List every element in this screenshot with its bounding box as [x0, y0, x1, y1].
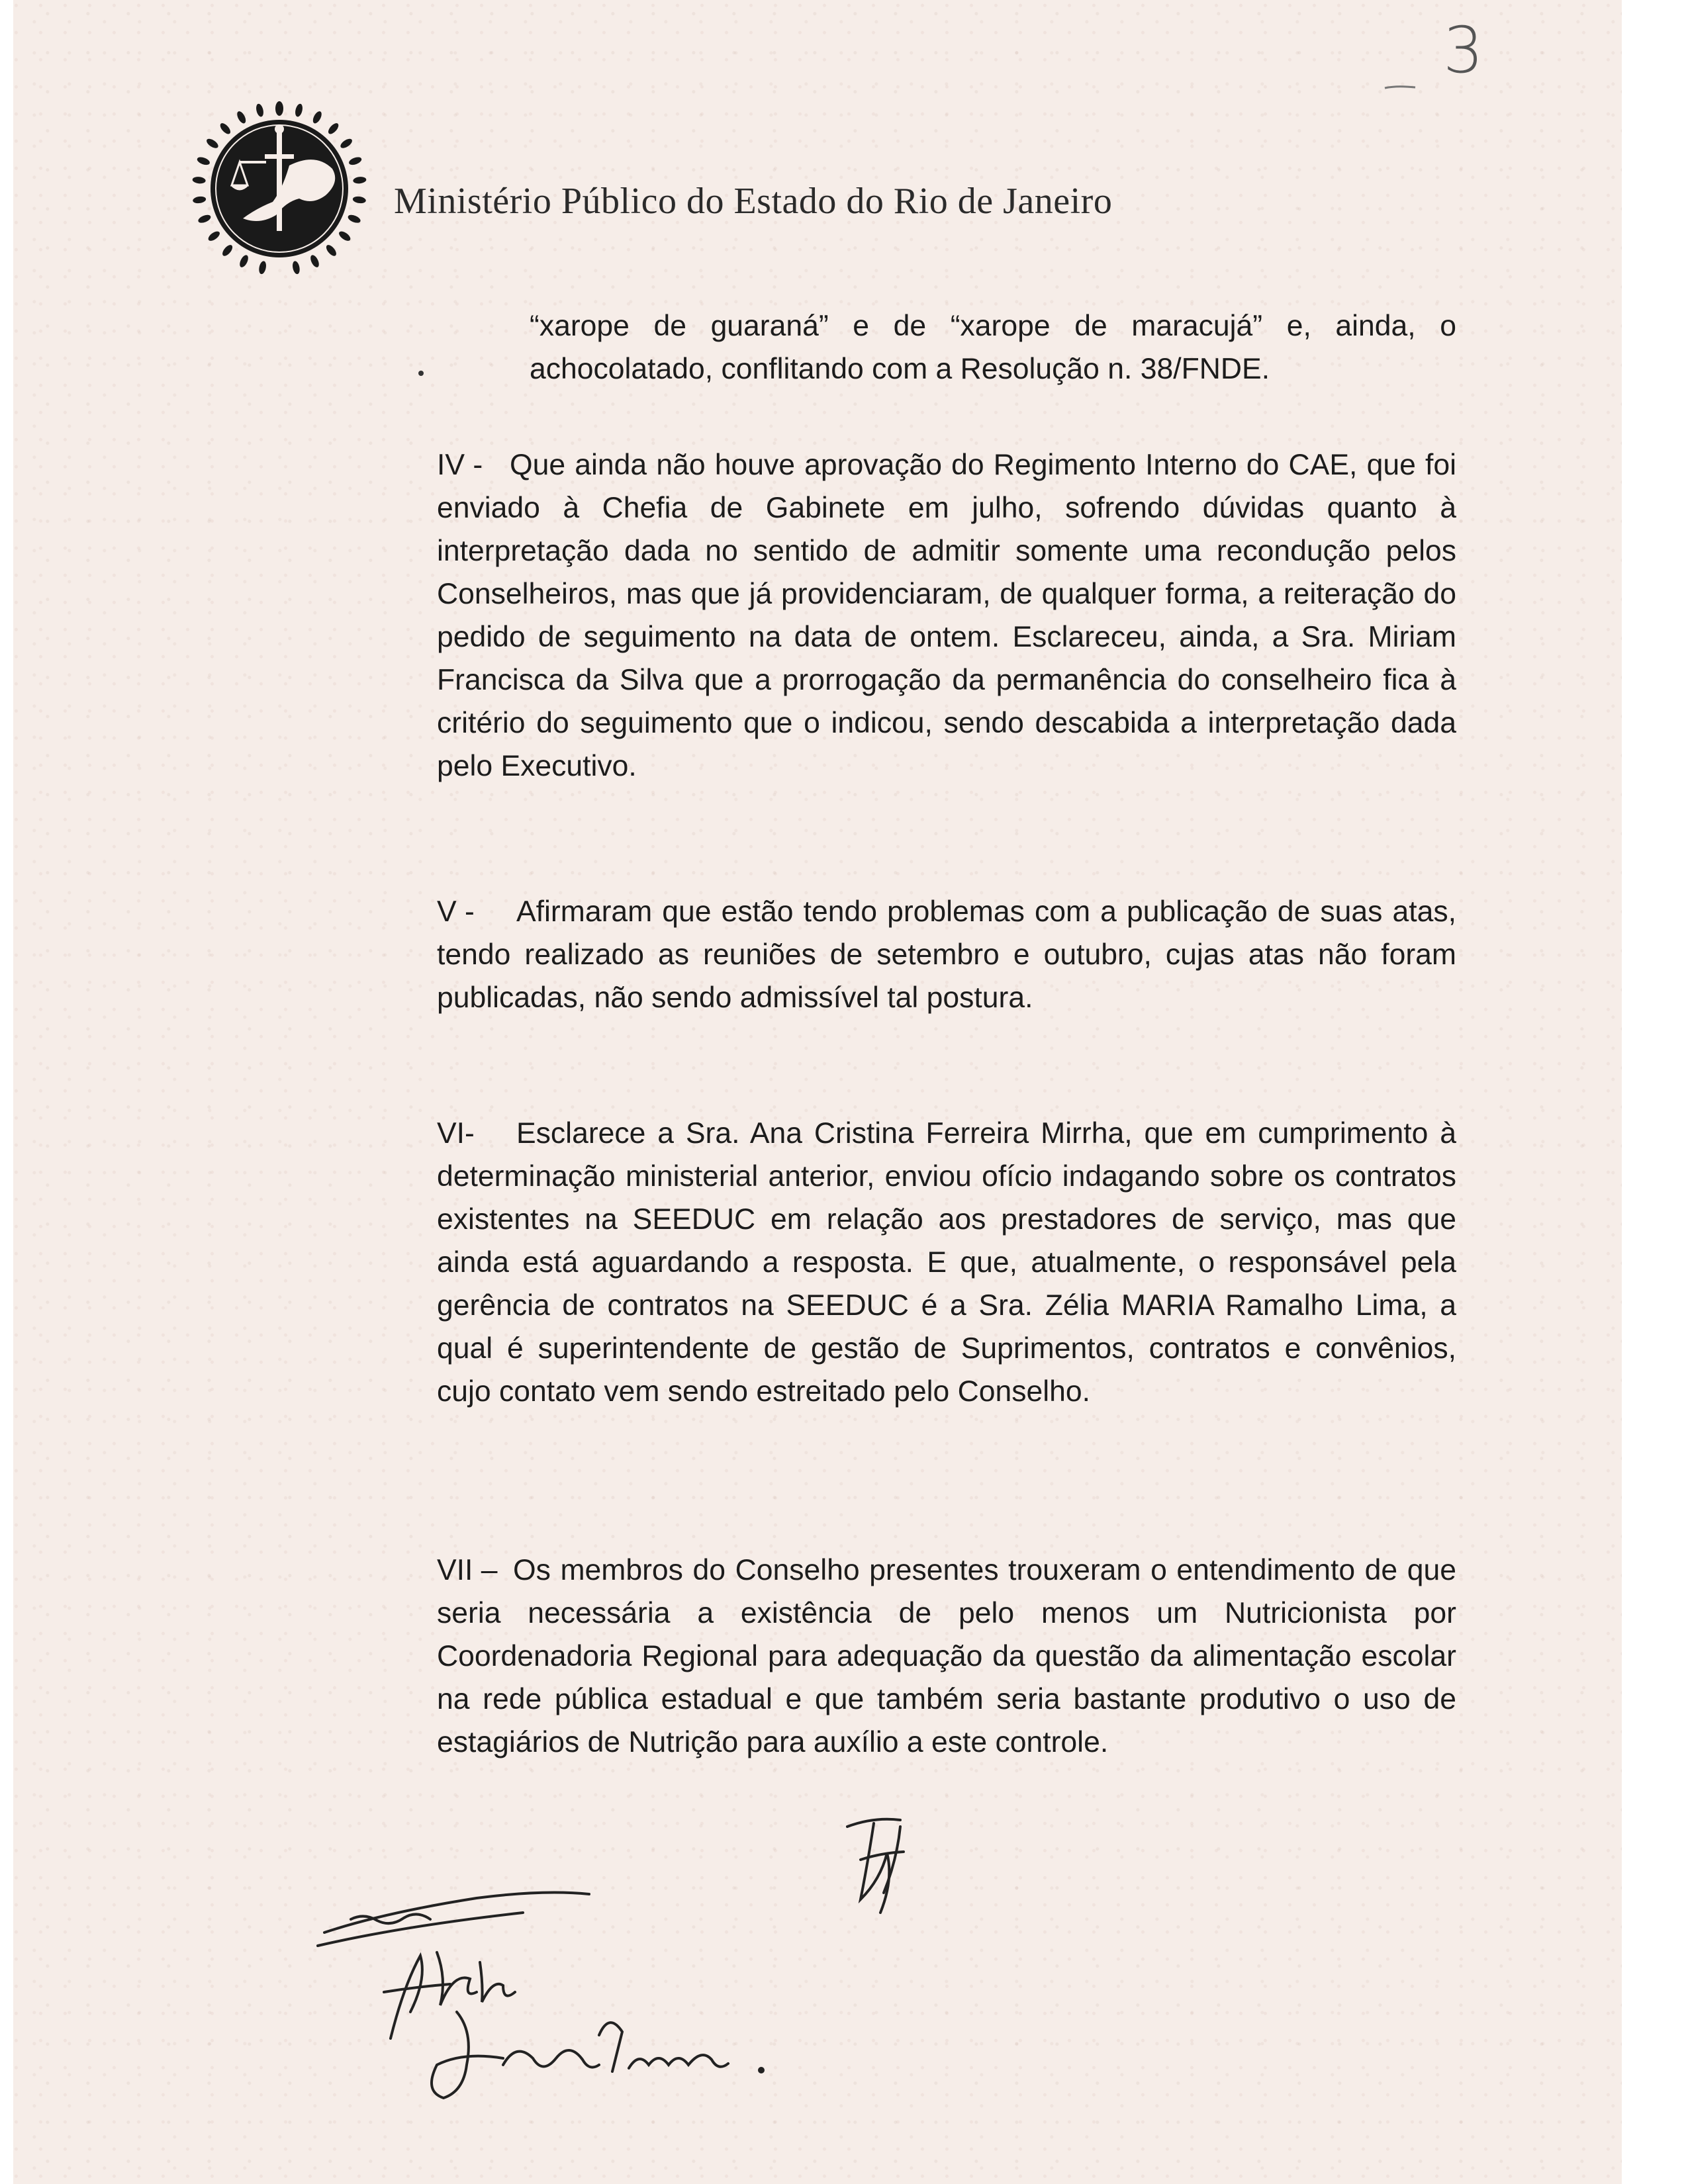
institution-name: Ministério Público do Estado do Rio de Janeiro — [394, 181, 1113, 222]
item-text: Esclarece a Sra. Ana Cristina Ferreira Mirrha, que em cumprimento à determinação ministerial anterior, enviou ofício indagando sobre os contratos existentes na SEEDUC em relação aos prestadores de serviço, mas que ainda está aguardando a resposta. E que, atualmente, o responsável pela gerência de contratos na SEEDUC é a Sra. Zélia MARIA Ramalho Lima, a qual é superintendente de gestão de Suprimentos, contratos e convênios, cujo contato vem sendo estreitado pelo Conselho. — [437, 1117, 1456, 1408]
item-text: Que ainda não houve aprovação do Regimento Interno do CAE, que foi enviado à Chefia de Gabinete em julho, sofrendo dúvidas quanto à interpretação dada no sentido de admitir somente uma recondução pelos Conselheiros, mas que já providenciaram, de qualquer forma, a reiteração do pedido de seguimento na data de ontem. Esclareceu, ainda, a Sra. Miriam Francisca da Silva que a prorrogação da permanência do conselheiro fica à critério do seguimento que o indicou, sendo descabida a interpretação dada pelo Executivo. — [437, 449, 1456, 782]
stray-mark — [418, 371, 424, 376]
item-text: Afirmaram que estão tendo problemas com a publicação de suas atas, tendo realizado as reuniões de setembro e outubro, cujas atas não foram publicadas, não sendo admissível tal postura. — [437, 895, 1456, 1014]
continuation-paragraph — [530, 304, 1456, 390]
signatures-area — [305, 1813, 1033, 2118]
list-item — [437, 890, 1456, 1019]
institution-seal-icon — [187, 99, 372, 278]
item-label: V - — [437, 895, 475, 928]
page-number: 3 — [1443, 13, 1484, 87]
signature-initials — [318, 1893, 589, 1946]
list-item — [437, 443, 1456, 788]
document-page — [13, 0, 1622, 2184]
pen-mark-icon — [1383, 85, 1417, 90]
item-label: VII – — [437, 1554, 498, 1586]
continuation-text: “xarope de guaraná” e de “xarope de maracujá” e, ainda, o achocolatado, conflitando com a Resolução n. 38/FNDE. — [530, 310, 1456, 385]
item-label: IV - — [437, 449, 483, 481]
list-item — [437, 1549, 1456, 1764]
signature-mark — [847, 1819, 904, 1913]
signature-ana-mirrha — [432, 2012, 763, 2098]
item-text: Os membros do Conselho presentes trouxeram o entendimento de que seria necessária a existência de pelo menos um Nutricionista por Coordenadoria Regional para adequação da questão da alimentação escolar na rede pública estadual e que também seria bastante produtivo o uso de estagiários de Nutrição para auxílio a este controle. — [437, 1554, 1456, 1758]
list-item — [437, 1112, 1456, 1413]
item-label: VI- — [437, 1117, 475, 1150]
signature-atilva — [384, 1952, 515, 2038]
